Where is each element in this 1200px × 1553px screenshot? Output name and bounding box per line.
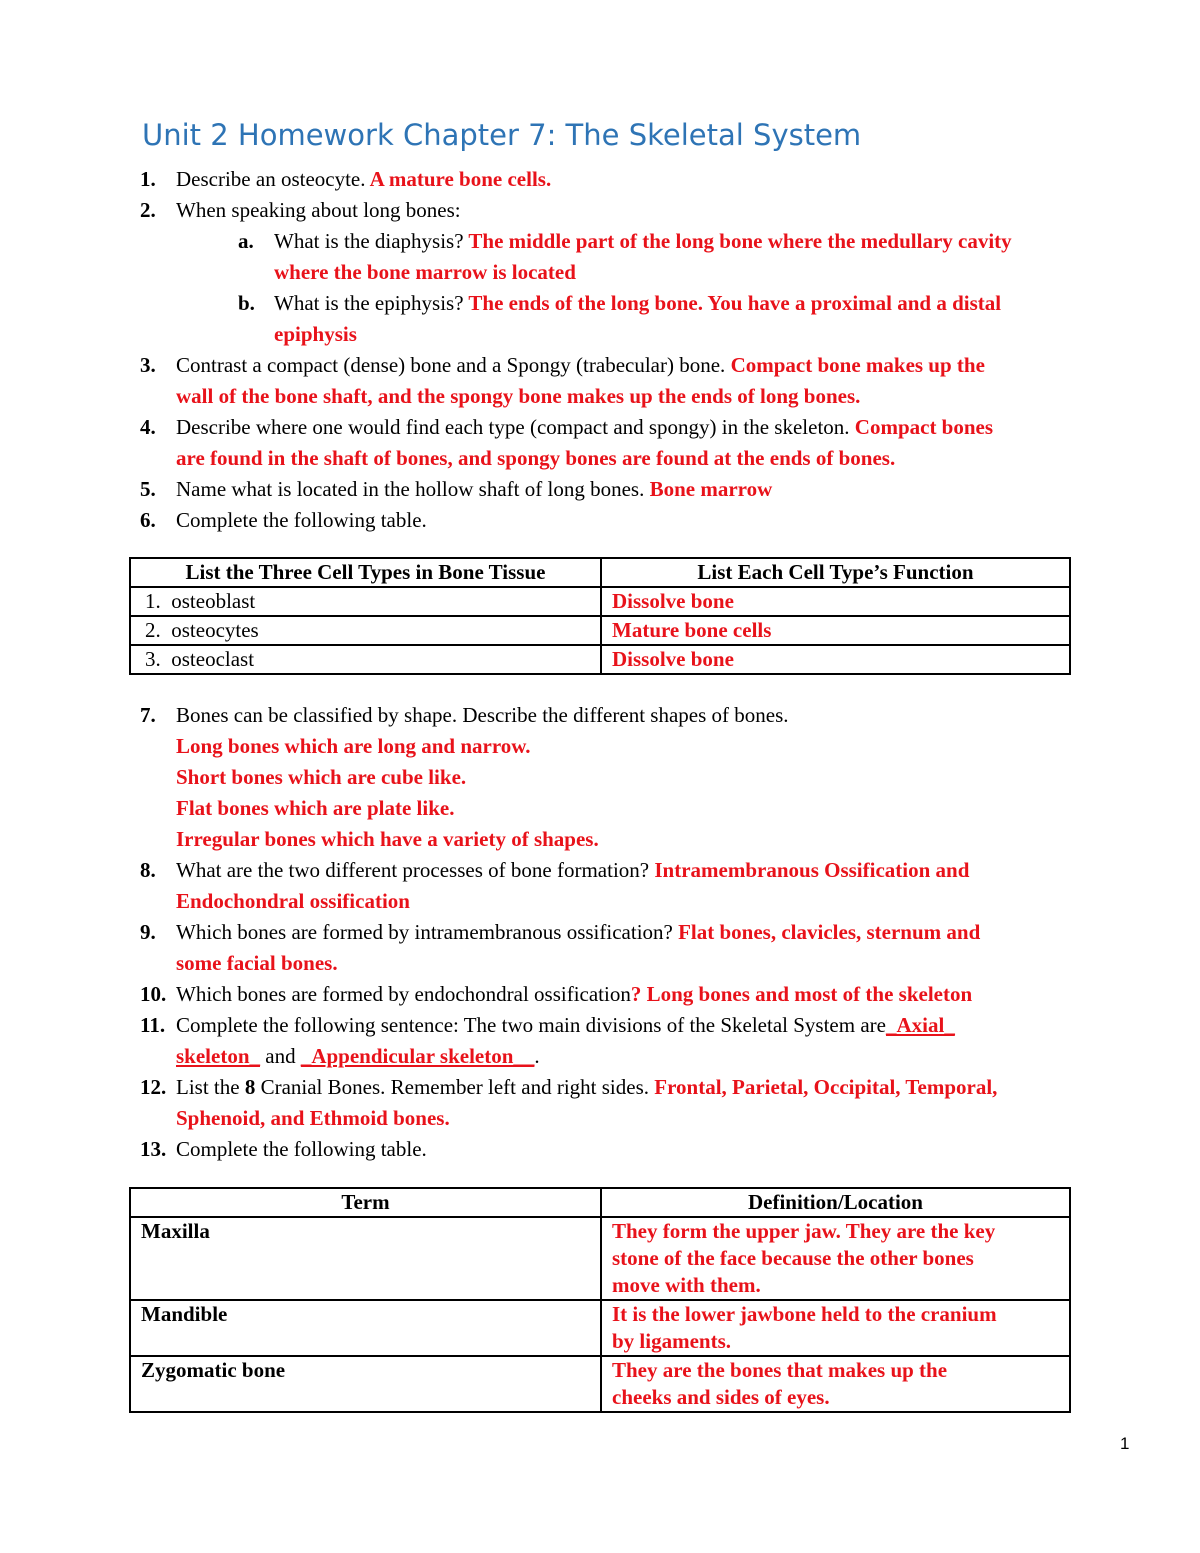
question-number: 11.: [140, 1013, 166, 1037]
question-text: Which bones are formed by endochondral ossification: [176, 982, 631, 1006]
question-number: 5.: [140, 477, 156, 501]
table-header: Definition/Location: [601, 1188, 1070, 1217]
question-text: Describe where one would find each type (compact and spongy) in the skeleton.: [176, 415, 850, 439]
answer-text: wall of the bone shaft, and the spongy bone makes up the ends of long bones.: [176, 384, 861, 408]
answer-text: Intramembranous Ossification and: [649, 858, 970, 882]
table-header: List Each Cell Type’s Function: [601, 558, 1070, 587]
answer-text: Bone marrow: [644, 477, 773, 501]
answer-text: Short bones which are cube like.: [176, 765, 467, 789]
answer-text: Endochondral ossification: [176, 889, 410, 913]
question-text: What are the two different processes of bone formation?: [176, 858, 650, 882]
question-text: Name what is located in the hollow shaft of long bones.: [176, 477, 645, 501]
answer-blank: _Appendicular skeleton__: [300, 1044, 535, 1068]
answer-text: Flat bones, clavicles, sternum and: [672, 920, 981, 944]
answer-text: The middle part of the long bone where the medullary cavity: [463, 229, 1012, 253]
answer-text: Irregular bones which have a variety of shapes.: [176, 827, 599, 851]
cell-name: osteocytes: [171, 618, 259, 642]
question-number: 3.: [140, 353, 156, 377]
cell-function: Dissolve bone: [601, 645, 1070, 674]
question-text: List the: [176, 1075, 245, 1099]
table-header: List the Three Cell Types in Bone Tissue: [130, 558, 601, 587]
definition-line: move with them.: [612, 1273, 761, 1297]
row-number: 3.: [145, 647, 161, 671]
cell-type: [130, 645, 601, 674]
answer-text: epiphysis: [274, 322, 357, 346]
answer-text: Compact bones: [849, 415, 994, 439]
question-number: 7.: [140, 703, 156, 727]
question-number: 4.: [140, 415, 156, 439]
definition-line: It is the lower jawbone held to the cranium: [612, 1302, 997, 1326]
question-text: When speaking about long bones:: [176, 198, 461, 222]
cell-function: Mature bone cells: [601, 616, 1070, 645]
question-text: Complete the following table.: [176, 508, 427, 532]
table-header-row: [130, 1188, 1070, 1217]
page-title: Unit 2 Homework Chapter 7: The Skeletal System: [142, 118, 862, 152]
answer-text: are found in the shaft of bones, and spongy bones are found at the ends of bones.: [176, 446, 896, 470]
table-row: [130, 1356, 1070, 1412]
page-number: 1: [1120, 1434, 1130, 1453]
cell-type: [130, 616, 601, 645]
answer-text: where the bone marrow is located: [274, 260, 576, 284]
definition-line: They form the upper jaw. They are the key: [612, 1219, 996, 1243]
question-text: What is the diaphysis?: [274, 229, 464, 253]
table-row: [130, 645, 1070, 674]
question-text: Complete the following table.: [176, 1137, 427, 1161]
definition-line: They are the bones that makes up the: [612, 1358, 948, 1382]
cell-type: [130, 587, 601, 616]
answer-text: ? Long bones and most of the skeleton: [630, 982, 973, 1006]
question-text: Complete the following sentence: The two main divisions of the Skeletal System are: [176, 1013, 886, 1037]
question-text: What is the epiphysis?: [274, 291, 464, 315]
term-cell: Mandible: [130, 1300, 601, 1356]
answer-blank: skeleton_: [176, 1044, 260, 1068]
answer-text: Long bones which are long and narrow.: [176, 734, 531, 758]
question-number: 9.: [140, 920, 156, 944]
row-number: 1.: [145, 589, 161, 613]
question-number: 10.: [140, 982, 167, 1006]
answer-text: Compact bone makes up the: [725, 353, 985, 377]
question-number: 12.: [140, 1075, 167, 1099]
term-cell: Zygomatic bone: [130, 1356, 601, 1412]
cell-name: osteoblast: [171, 589, 256, 613]
answer-text: Frontal, Parietal, Occipital, Temporal,: [649, 1075, 998, 1099]
cell-types-table: [129, 557, 1071, 675]
question-number: 8.: [140, 858, 156, 882]
connector-text: and: [260, 1044, 301, 1068]
answer-text: A mature bone cells.: [365, 167, 552, 191]
definition-cell: [601, 1300, 1070, 1356]
question-text: Describe an osteocyte.: [176, 167, 366, 191]
definition-line: cheeks and sides of eyes.: [612, 1385, 830, 1409]
answer-text: Sphenoid, and Ethmoid bones.: [176, 1106, 450, 1130]
definition-line: stone of the face because the other bones: [612, 1246, 974, 1270]
row-number: 2.: [145, 618, 161, 642]
table-row: [130, 1217, 1070, 1300]
question-number: 13.: [140, 1137, 167, 1161]
question-number: 1.: [140, 167, 156, 191]
question-number: a.: [238, 229, 254, 253]
question-number: 6.: [140, 508, 156, 532]
question-text: Bones can be classified by shape. Describe the different shapes of bones.: [176, 703, 789, 727]
table-row: [130, 1300, 1070, 1356]
table-header-row: [130, 558, 1070, 587]
question-text: Contrast a compact (dense) bone and a Spongy (trabecular) bone.: [176, 353, 726, 377]
sentence-end: .: [534, 1044, 540, 1068]
question-text: Cranial Bones. Remember left and right sides.: [255, 1075, 649, 1099]
table-row: [130, 587, 1070, 616]
question-number: 2.: [140, 198, 156, 222]
bones-table: [129, 1187, 1071, 1413]
question-emphasis: 8: [244, 1075, 256, 1099]
term-cell: Maxilla: [130, 1217, 601, 1300]
answer-text: some facial bones.: [176, 951, 338, 975]
table-row: [130, 616, 1070, 645]
definition-line: by ligaments.: [612, 1329, 732, 1353]
definition-cell: [601, 1217, 1070, 1300]
definition-cell: [601, 1356, 1070, 1412]
table-header: Term: [130, 1188, 601, 1217]
cell-name: osteoclast: [171, 647, 255, 671]
answer-text: The ends of the long bone. You have a proximal and a distal: [463, 291, 1002, 315]
answer-text: Flat bones which are plate like.: [176, 796, 455, 820]
question-text: Which bones are formed by intramembranous ossification?: [176, 920, 673, 944]
cell-function: Dissolve bone: [601, 587, 1070, 616]
question-number: b.: [238, 291, 255, 315]
answer-blank: _Axial_: [885, 1013, 955, 1037]
